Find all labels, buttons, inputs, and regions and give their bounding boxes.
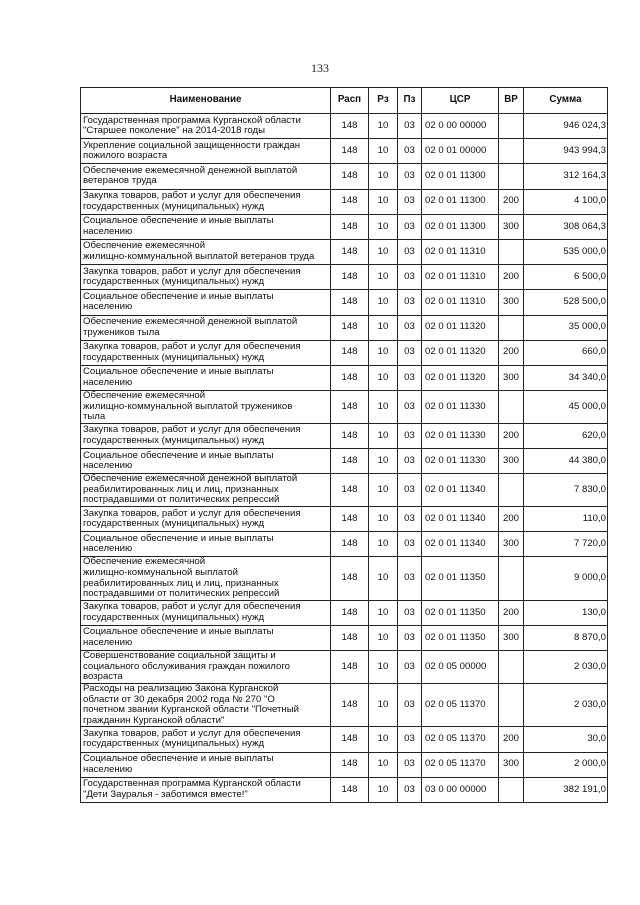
cell-csr: 02 0 01 11320 xyxy=(422,340,499,365)
cell-sum: 110,0 xyxy=(524,507,608,532)
cell-rz: 10 xyxy=(369,474,398,507)
cell-name-line: Закупка товаров, работ и услуг для обеспечения xyxy=(83,190,301,202)
header-rz: Рз xyxy=(369,88,398,114)
cell-rasp: 148 xyxy=(331,474,369,507)
cell-rz: 10 xyxy=(369,290,398,315)
cell-vr xyxy=(499,391,524,424)
cell-name-line: социального обслуживания граждан пожилого xyxy=(83,660,290,672)
cell-name-line: Закупка товаров, работ и услуг для обеспечения xyxy=(83,265,301,277)
cell-rz: 10 xyxy=(369,265,398,290)
cell-name-line: Обеспечение ежемесячной денежной выплатой xyxy=(83,164,298,176)
cell-csr: 02 0 01 11300 xyxy=(422,164,499,189)
cell-rz: 10 xyxy=(369,315,398,340)
cell-pz: 03 xyxy=(398,340,422,365)
table-row xyxy=(81,625,608,650)
cell-rasp: 148 xyxy=(331,214,369,239)
cell-name-line: Обеспечение ежемесячной денежной выплатой xyxy=(83,316,298,327)
cell-csr: 02 0 05 00000 xyxy=(422,651,499,684)
cell-name-line: Обеспечение ежемесячной денежной выплатой xyxy=(83,473,298,485)
cell-name-line: жилищно-коммунальной выплатой тружеников xyxy=(83,400,293,412)
table-row xyxy=(81,777,608,802)
table-row xyxy=(81,752,608,777)
cell-csr: 02 0 01 11340 xyxy=(422,474,499,507)
cell-rasp: 148 xyxy=(331,265,369,290)
cell-name-line: государственных (муниципальных) нужд xyxy=(83,276,265,288)
cell-rasp: 148 xyxy=(331,340,369,365)
table-row xyxy=(81,315,608,340)
cell-name-line: Государственная программа Курганской области xyxy=(83,778,301,790)
cell-name-line: Социальное обеспечение и иные выплаты xyxy=(83,290,274,302)
cell-name xyxy=(81,507,331,532)
cell-name-line: тружеников тыла xyxy=(83,326,160,338)
cell-rasp: 148 xyxy=(331,391,369,424)
cell-name-line: Закупка товаров, работ и услуг для обеспечения xyxy=(83,727,301,739)
cell-name xyxy=(81,315,331,340)
cell-name-line: "Дети Зауралья - заботимся вместе!" xyxy=(83,788,248,800)
table-row xyxy=(81,189,608,214)
cell-pz: 03 xyxy=(398,651,422,684)
header-rasp: Расп xyxy=(331,88,369,114)
cell-sum: 45 000,0 xyxy=(524,391,608,424)
cell-sum: 2 000,0 xyxy=(524,752,608,777)
cell-pz: 03 xyxy=(398,365,422,390)
cell-vr: 300 xyxy=(499,290,524,315)
cell-name-line: Закупка товаров, работ и услуг для обеспечения xyxy=(83,424,301,436)
table-row xyxy=(81,164,608,189)
cell-rz: 10 xyxy=(369,164,398,189)
cell-pz: 03 xyxy=(398,315,422,340)
table-row xyxy=(81,265,608,290)
cell-name xyxy=(81,139,331,164)
cell-sum: 312 164,3 xyxy=(524,164,608,189)
cell-sum: 34 340,0 xyxy=(524,365,608,390)
cell-name-line: населению xyxy=(83,376,133,388)
cell-rz: 10 xyxy=(369,651,398,684)
header-pz: Пз xyxy=(398,88,422,114)
cell-csr: 02 0 01 11310 xyxy=(422,239,499,264)
cell-rasp: 148 xyxy=(331,507,369,532)
cell-rasp: 148 xyxy=(331,139,369,164)
cell-vr xyxy=(499,164,524,189)
cell-name-line: Закупка товаров, работ и услуг для обеспечения xyxy=(83,341,301,353)
cell-name xyxy=(81,532,331,557)
cell-csr: 02 0 01 11340 xyxy=(422,532,499,557)
cell-sum: 382 191,0 xyxy=(524,777,608,802)
cell-vr xyxy=(499,557,524,600)
cell-pz: 03 xyxy=(398,532,422,557)
cell-vr: 200 xyxy=(499,340,524,365)
cell-sum: 30,0 xyxy=(524,727,608,752)
cell-name xyxy=(81,340,331,365)
table-row xyxy=(81,507,608,532)
cell-pz: 03 xyxy=(398,625,422,650)
cell-rasp: 148 xyxy=(331,239,369,264)
cell-name-line: Закупка товаров, работ и услуг для обеспечения xyxy=(83,507,301,519)
cell-name xyxy=(81,290,331,315)
cell-rasp: 148 xyxy=(331,189,369,214)
cell-vr: 200 xyxy=(499,423,524,448)
cell-name-line: населению xyxy=(83,637,133,649)
cell-csr: 03 0 00 00000 xyxy=(422,777,499,802)
cell-pz: 03 xyxy=(398,290,422,315)
cell-sum: 2 030,0 xyxy=(524,651,608,684)
cell-rz: 10 xyxy=(369,507,398,532)
cell-rasp: 148 xyxy=(331,727,369,752)
cell-vr: 300 xyxy=(499,449,524,474)
cell-rz: 10 xyxy=(369,727,398,752)
cell-name-line: реабилитированных лиц и лиц, признанных xyxy=(83,577,279,589)
cell-sum: 9 000,0 xyxy=(524,557,608,600)
table-row xyxy=(81,290,608,315)
cell-pz: 03 xyxy=(398,474,422,507)
cell-pz: 03 xyxy=(398,752,422,777)
cell-name-line: Обеспечение ежемесячной xyxy=(83,240,206,252)
cell-name-line: государственных (муниципальных) нужд xyxy=(83,351,265,363)
cell-name-line: Государственная программа Курганской области xyxy=(83,114,301,126)
header-sum: Сумма xyxy=(524,88,608,114)
cell-rz: 10 xyxy=(369,600,398,625)
cell-vr xyxy=(499,651,524,684)
cell-rz: 10 xyxy=(369,340,398,365)
cell-name-line: государственных (муниципальных) нужд xyxy=(83,518,265,530)
cell-name-line: Совершенствование социальной защиты и xyxy=(83,650,276,662)
cell-rasp: 148 xyxy=(331,114,369,139)
cell-sum: 35 000,0 xyxy=(524,315,608,340)
cell-name xyxy=(81,365,331,390)
cell-rasp: 148 xyxy=(331,365,369,390)
cell-csr: 02 0 05 11370 xyxy=(422,727,499,752)
cell-csr: 02 0 01 11310 xyxy=(422,290,499,315)
cell-name-line: государственных (муниципальных) нужд xyxy=(83,611,265,623)
table-row xyxy=(81,423,608,448)
cell-vr: 200 xyxy=(499,265,524,290)
cell-name-line: государственных (муниципальных) нужд xyxy=(83,738,265,750)
cell-rasp: 148 xyxy=(331,557,369,600)
cell-name xyxy=(81,239,331,264)
cell-name xyxy=(81,214,331,239)
cell-csr: 02 0 00 00000 xyxy=(422,114,499,139)
cell-name-line: реабилитированных лиц и лиц, признанных xyxy=(83,483,279,495)
cell-sum: 7 720,0 xyxy=(524,532,608,557)
cell-name xyxy=(81,752,331,777)
cell-name-line: Расходы на реализацию Закона Курганской xyxy=(83,683,279,694)
table-row xyxy=(81,683,608,726)
cell-name xyxy=(81,449,331,474)
table-row xyxy=(81,474,608,507)
cell-rz: 10 xyxy=(369,189,398,214)
cell-rz: 10 xyxy=(369,114,398,139)
cell-name-line: Социальное обеспечение и иные выплаты xyxy=(83,626,274,638)
cell-name-line: Закупка товаров, работ и услуг для обеспечения xyxy=(83,601,301,613)
cell-rasp: 148 xyxy=(331,777,369,802)
cell-sum: 660,0 xyxy=(524,340,608,365)
cell-rz: 10 xyxy=(369,752,398,777)
cell-pz: 03 xyxy=(398,449,422,474)
cell-name-line: пожилого возраста xyxy=(83,150,168,162)
cell-name xyxy=(81,625,331,650)
page-number: 133 xyxy=(311,61,329,75)
cell-vr xyxy=(499,315,524,340)
cell-name-line: населению xyxy=(83,460,133,472)
cell-rz: 10 xyxy=(369,214,398,239)
cell-sum: 308 064,3 xyxy=(524,214,608,239)
table-row xyxy=(81,139,608,164)
cell-name xyxy=(81,423,331,448)
cell-vr xyxy=(499,474,524,507)
cell-rz: 10 xyxy=(369,777,398,802)
cell-csr: 02 0 01 11350 xyxy=(422,625,499,650)
cell-vr: 300 xyxy=(499,214,524,239)
cell-vr xyxy=(499,239,524,264)
cell-rz: 10 xyxy=(369,139,398,164)
cell-vr: 200 xyxy=(499,600,524,625)
cell-sum: 130,0 xyxy=(524,600,608,625)
cell-name-line: населению xyxy=(83,301,133,313)
cell-name xyxy=(81,777,331,802)
cell-rasp: 148 xyxy=(331,625,369,650)
table-row xyxy=(81,651,608,684)
cell-rz: 10 xyxy=(369,532,398,557)
cell-rz: 10 xyxy=(369,239,398,264)
cell-name-line: Социальное обеспечение и иные выплаты xyxy=(83,753,274,765)
cell-name xyxy=(81,474,331,507)
cell-name-line: Социальное обеспечение и иные выплаты xyxy=(83,532,274,544)
cell-name-line: ветеранов труда xyxy=(83,175,157,187)
cell-name-line: государственных (муниципальных) нужд xyxy=(83,200,265,212)
cell-rasp: 148 xyxy=(331,683,369,726)
cell-pz: 03 xyxy=(398,189,422,214)
table-body xyxy=(81,114,608,803)
cell-csr: 02 0 01 11330 xyxy=(422,423,499,448)
cell-name-line: тыла xyxy=(83,411,106,423)
cell-vr: 300 xyxy=(499,365,524,390)
cell-name-line: Социальное обеспечение и иные выплаты xyxy=(83,215,274,227)
cell-csr: 02 0 01 00000 xyxy=(422,139,499,164)
cell-pz: 03 xyxy=(398,214,422,239)
cell-pz: 03 xyxy=(398,114,422,139)
cell-pz: 03 xyxy=(398,423,422,448)
cell-pz: 03 xyxy=(398,600,422,625)
cell-csr: 02 0 01 11350 xyxy=(422,557,499,600)
cell-csr: 02 0 01 11320 xyxy=(422,365,499,390)
cell-pz: 03 xyxy=(398,507,422,532)
cell-rz: 10 xyxy=(369,625,398,650)
cell-pz: 03 xyxy=(398,164,422,189)
cell-name-line: пострадавшими от политических репрессий xyxy=(83,494,280,506)
cell-name xyxy=(81,727,331,752)
cell-rz: 10 xyxy=(369,557,398,600)
cell-name-line: Обеспечение ежемесячной xyxy=(83,556,206,568)
cell-csr: 02 0 01 11310 xyxy=(422,265,499,290)
cell-name-line: населению xyxy=(83,763,133,775)
cell-pz: 03 xyxy=(398,557,422,600)
cell-rz: 10 xyxy=(369,391,398,424)
table-row xyxy=(81,114,608,139)
cell-name-line: населению xyxy=(83,543,133,555)
cell-sum: 946 024,3 xyxy=(524,114,608,139)
cell-pz: 03 xyxy=(398,727,422,752)
cell-sum: 535 000,0 xyxy=(524,239,608,264)
cell-rz: 10 xyxy=(369,365,398,390)
table-row xyxy=(81,557,608,600)
cell-name-line: "Старшее поколение" на 2014-2018 годы xyxy=(83,125,266,137)
cell-name-line: Обеспечение ежемесячной xyxy=(83,390,206,402)
cell-rasp: 148 xyxy=(331,752,369,777)
cell-pz: 03 xyxy=(398,239,422,264)
cell-rasp: 148 xyxy=(331,651,369,684)
cell-sum: 7 830,0 xyxy=(524,474,608,507)
cell-name-line: возраста xyxy=(83,671,123,683)
table-row xyxy=(81,727,608,752)
cell-rasp: 148 xyxy=(331,532,369,557)
cell-sum: 2 030,0 xyxy=(524,683,608,726)
cell-csr: 02 0 01 11350 xyxy=(422,600,499,625)
cell-name-line: населению xyxy=(83,225,133,237)
cell-name xyxy=(81,651,331,684)
cell-pz: 03 xyxy=(398,391,422,424)
cell-vr: 300 xyxy=(499,625,524,650)
table-row xyxy=(81,600,608,625)
cell-name xyxy=(81,265,331,290)
table-row xyxy=(81,449,608,474)
cell-name-line: пострадавшими от политических репрессий xyxy=(83,588,280,600)
table-row xyxy=(81,214,608,239)
cell-name-line: гражданин Курганской области" xyxy=(83,714,225,726)
header-vr: ВР xyxy=(499,88,524,114)
cell-pz: 03 xyxy=(398,683,422,726)
header-csr: ЦСР xyxy=(422,88,499,114)
cell-name-line: Укрепление социальной защищенности граждан xyxy=(83,139,301,151)
cell-name xyxy=(81,600,331,625)
cell-sum: 44 380,0 xyxy=(524,449,608,474)
cell-vr: 300 xyxy=(499,752,524,777)
cell-sum: 528 500,0 xyxy=(524,290,608,315)
table-row xyxy=(81,340,608,365)
table-header xyxy=(81,88,608,114)
cell-vr xyxy=(499,777,524,802)
cell-csr: 02 0 05 11370 xyxy=(422,752,499,777)
table-row xyxy=(81,239,608,264)
cell-csr: 02 0 01 11330 xyxy=(422,391,499,424)
cell-rz: 10 xyxy=(369,423,398,448)
cell-vr: 200 xyxy=(499,507,524,532)
cell-vr xyxy=(499,114,524,139)
cell-name-line: области от 30 декабря 2002 года № 270 "О xyxy=(83,693,275,705)
cell-sum: 4 100,0 xyxy=(524,189,608,214)
cell-name-line: государственных (муниципальных) нужд xyxy=(83,434,265,446)
budget-table xyxy=(80,87,608,803)
cell-rz: 10 xyxy=(369,449,398,474)
cell-rasp: 148 xyxy=(331,290,369,315)
cell-rasp: 148 xyxy=(331,449,369,474)
cell-csr: 02 0 01 11330 xyxy=(422,449,499,474)
table-row xyxy=(81,365,608,390)
cell-sum: 943 994,3 xyxy=(524,139,608,164)
cell-pz: 03 xyxy=(398,139,422,164)
cell-name xyxy=(81,164,331,189)
cell-vr: 200 xyxy=(499,727,524,752)
cell-sum: 8 870,0 xyxy=(524,625,608,650)
header-row xyxy=(81,88,608,114)
cell-csr: 02 0 01 11320 xyxy=(422,315,499,340)
cell-csr: 02 0 01 11340 xyxy=(422,507,499,532)
header-name: Наименование xyxy=(81,88,331,114)
cell-vr: 300 xyxy=(499,532,524,557)
cell-name xyxy=(81,189,331,214)
cell-csr: 02 0 05 11370 xyxy=(422,683,499,726)
cell-name-line: почетном звании Курганской области "Почетный xyxy=(83,704,299,716)
cell-rasp: 148 xyxy=(331,600,369,625)
cell-rasp: 148 xyxy=(331,315,369,340)
cell-pz: 03 xyxy=(398,265,422,290)
cell-sum: 6 500,0 xyxy=(524,265,608,290)
cell-sum: 620,0 xyxy=(524,423,608,448)
cell-name xyxy=(81,114,331,139)
cell-name-line: Социальное обеспечение и иные выплаты xyxy=(83,449,274,461)
cell-rz: 10 xyxy=(369,683,398,726)
cell-name-line: жилищно-коммунальной выплатой xyxy=(83,567,238,578)
cell-vr xyxy=(499,683,524,726)
cell-rasp: 148 xyxy=(331,164,369,189)
cell-vr xyxy=(499,139,524,164)
cell-csr: 02 0 01 11300 xyxy=(422,189,499,214)
cell-name-line: жилищно-коммунальной выплатой ветеранов труда xyxy=(83,251,315,263)
cell-csr: 02 0 01 11300 xyxy=(422,214,499,239)
cell-rasp: 148 xyxy=(331,423,369,448)
cell-name xyxy=(81,683,331,726)
cell-name xyxy=(81,391,331,424)
cell-vr: 200 xyxy=(499,189,524,214)
table-row xyxy=(81,391,608,424)
cell-pz: 03 xyxy=(398,777,422,802)
table-row xyxy=(81,532,608,557)
cell-name xyxy=(81,557,331,600)
cell-name-line: Социальное обеспечение и иные выплаты xyxy=(83,366,274,378)
